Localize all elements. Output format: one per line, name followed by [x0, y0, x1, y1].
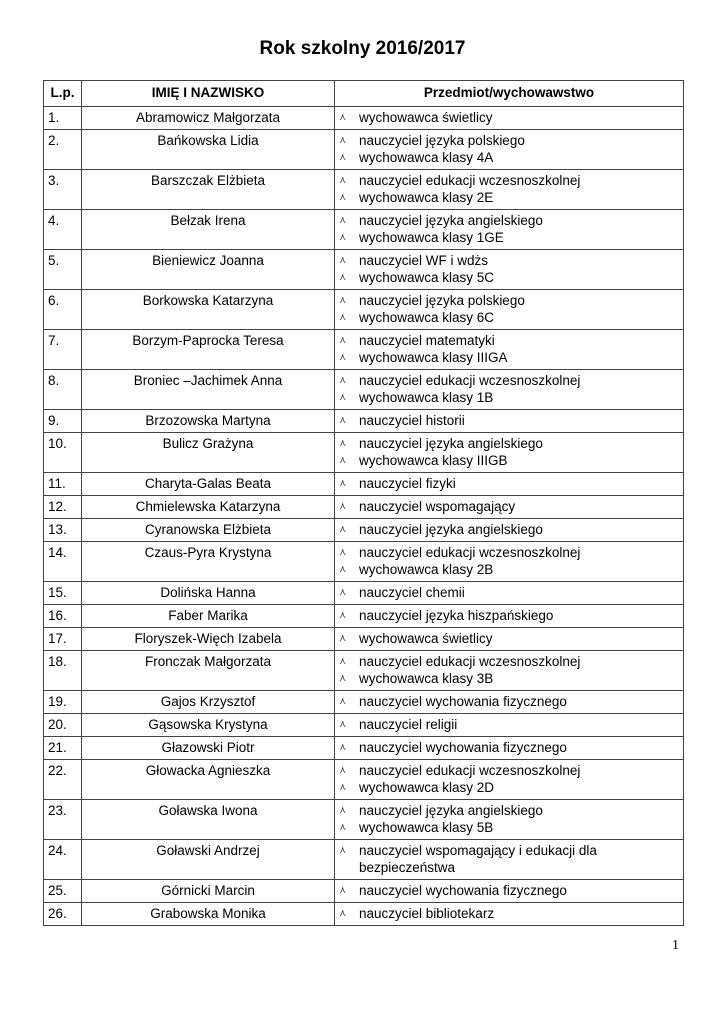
- arrow-up-icon: ⋏: [339, 845, 347, 856]
- subject-cell: [335, 519, 684, 542]
- row-number: 18.: [44, 651, 82, 691]
- row-number: 5.: [44, 250, 82, 290]
- subject-text: wychowawca świetlicy: [359, 110, 493, 125]
- subject-item: [339, 561, 679, 578]
- subject-item: [339, 292, 679, 309]
- teacher-name: Faber Marika: [82, 605, 335, 628]
- subject-text: nauczyciel historii: [359, 413, 465, 428]
- subject-cell: [335, 433, 684, 473]
- arrow-up-icon: ⋏: [339, 232, 347, 243]
- row-number: 12.: [44, 496, 82, 519]
- subject-cell: [335, 496, 684, 519]
- header-name: IMIĘ I NAZWISKO: [82, 81, 335, 107]
- subject-text: nauczyciel bibliotekarz: [359, 906, 495, 921]
- subject-cell: [335, 714, 684, 737]
- row-number: 17.: [44, 628, 82, 651]
- subject-item: [339, 779, 679, 796]
- subject-text: nauczyciel języka polskiego: [359, 133, 525, 148]
- arrow-up-icon: ⋏: [339, 438, 347, 449]
- table-row: [44, 903, 684, 926]
- subject-item: [339, 229, 679, 246]
- arrow-up-icon: ⋏: [339, 392, 347, 403]
- arrow-up-icon: ⋏: [339, 192, 347, 203]
- row-number: 3.: [44, 170, 82, 210]
- row-number: 8.: [44, 370, 82, 410]
- subject-cell: [335, 760, 684, 800]
- subject-text: wychowawca klasy 1B: [359, 390, 494, 405]
- table-row: [44, 714, 684, 737]
- teacher-name: Czaus-Pyra Krystyna: [82, 542, 335, 582]
- subject-cell: [335, 628, 684, 651]
- subject-text: nauczyciel edukacji wczesnoszkolnej: [359, 373, 581, 388]
- arrow-up-icon: ⋏: [339, 455, 347, 466]
- subject-text: nauczyciel języka angielskiego: [359, 436, 543, 451]
- arrow-up-icon: ⋏: [339, 805, 347, 816]
- subject-cell: [335, 880, 684, 903]
- arrow-up-icon: ⋏: [339, 352, 347, 363]
- subject-item: [339, 189, 679, 206]
- subject-item: [339, 716, 679, 733]
- teacher-name: Fronczak Małgorzata: [82, 651, 335, 691]
- arrow-up-icon: ⋏: [339, 215, 347, 226]
- arrow-up-icon: ⋏: [339, 719, 347, 730]
- subject-text: wychowawca klasy 6C: [359, 310, 495, 325]
- subject-item: [339, 544, 679, 561]
- arrow-up-icon: ⋏: [339, 564, 347, 575]
- subject-cell: [335, 130, 684, 170]
- row-number: 9.: [44, 410, 82, 433]
- teacher-name: Bańkowska Lidia: [82, 130, 335, 170]
- teacher-name: Górnicki Marcin: [82, 880, 335, 903]
- table-header-row: [44, 81, 684, 107]
- arrow-up-icon: ⋏: [339, 375, 347, 386]
- subject-text: nauczyciel fizyki: [359, 476, 456, 491]
- arrow-up-icon: ⋏: [339, 633, 347, 644]
- subject-cell: [335, 107, 684, 130]
- row-number: 14.: [44, 542, 82, 582]
- subject-cell: [335, 290, 684, 330]
- teacher-name: Chmielewska Katarzyna: [82, 496, 335, 519]
- page-number: 1: [672, 938, 679, 953]
- page-title: Rok szkolny 2016/2017: [259, 38, 466, 59]
- subject-item: [339, 842, 679, 876]
- table-row: [44, 880, 684, 903]
- subject-text: wychowawca świetlicy: [359, 631, 493, 646]
- subject-text: nauczyciel edukacji wczesnoszkolnej: [359, 545, 581, 560]
- subject-text: wychowawca klasy IIIGB: [359, 453, 508, 468]
- row-number: 6.: [44, 290, 82, 330]
- subject-cell: [335, 410, 684, 433]
- table-row: [44, 107, 684, 130]
- subject-text: nauczyciel języka angielskiego: [359, 213, 543, 228]
- table-row: [44, 473, 684, 496]
- table-row: [44, 433, 684, 473]
- subject-text: nauczyciel wychowania fizycznego: [359, 883, 567, 898]
- teacher-name: Bieniewicz Joanna: [82, 250, 335, 290]
- subject-item: [339, 109, 679, 126]
- subject-text: wychowawca klasy 2D: [359, 780, 495, 795]
- subject-text: nauczyciel języka polskiego: [359, 293, 525, 308]
- row-number: 21.: [44, 737, 82, 760]
- subject-cell: [335, 542, 684, 582]
- row-number: 15.: [44, 582, 82, 605]
- teacher-name: Cyranowska Elżbieta: [82, 519, 335, 542]
- teacher-name: Borkowska Katarzyna: [82, 290, 335, 330]
- subject-item: [339, 521, 679, 538]
- arrow-up-icon: ⋏: [339, 765, 347, 776]
- row-number: 22.: [44, 760, 82, 800]
- subject-text: nauczyciel wychowania fizycznego: [359, 740, 567, 755]
- subject-text: wychowawca klasy 2B: [359, 562, 494, 577]
- subject-cell: [335, 651, 684, 691]
- subject-item: [339, 212, 679, 229]
- row-number: 16.: [44, 605, 82, 628]
- table-row: [44, 605, 684, 628]
- subject-cell: [335, 330, 684, 370]
- subject-cell: [335, 473, 684, 496]
- arrow-up-icon: ⋏: [339, 696, 347, 707]
- teacher-name: Głowacka Agnieszka: [82, 760, 335, 800]
- teacher-name: Broniec –Jachimek Anna: [82, 370, 335, 410]
- table-row: [44, 691, 684, 714]
- table-row: [44, 210, 684, 250]
- row-number: 20.: [44, 714, 82, 737]
- subject-cell: [335, 210, 684, 250]
- subject-cell: [335, 691, 684, 714]
- subject-item: [339, 498, 679, 515]
- subject-text: nauczyciel chemii: [359, 585, 465, 600]
- subject-item: [339, 670, 679, 687]
- arrow-up-icon: ⋏: [339, 478, 347, 489]
- table-row: [44, 370, 684, 410]
- subject-cell: [335, 737, 684, 760]
- subject-item: [339, 802, 679, 819]
- table-row: [44, 250, 684, 290]
- subject-cell: [335, 840, 684, 880]
- arrow-up-icon: ⋏: [339, 415, 347, 426]
- arrow-up-icon: ⋏: [339, 112, 347, 123]
- teacher-name: Abramowicz Małgorzata: [82, 107, 335, 130]
- teacher-name: Borzym-Paprocka Teresa: [82, 330, 335, 370]
- subject-item: [339, 132, 679, 149]
- subject-item: [339, 882, 679, 899]
- arrow-up-icon: ⋏: [339, 742, 347, 753]
- subject-text: nauczyciel matematyki: [359, 333, 495, 348]
- subject-item: [339, 653, 679, 670]
- row-number: 25.: [44, 880, 82, 903]
- row-number: 1.: [44, 107, 82, 130]
- subject-text: wychowawca klasy 5C: [359, 270, 495, 285]
- subject-item: [339, 762, 679, 779]
- subject-item: [339, 452, 679, 469]
- arrow-up-icon: ⋏: [339, 135, 347, 146]
- table-row: [44, 737, 684, 760]
- teacher-name: Gąsowska Krystyna: [82, 714, 335, 737]
- row-number: 23.: [44, 800, 82, 840]
- table-row: [44, 290, 684, 330]
- table-row: [44, 800, 684, 840]
- subject-text: wychowawca klasy 4A: [359, 150, 494, 165]
- table-row: [44, 840, 684, 880]
- header-lp: L.p.: [44, 81, 82, 107]
- subject-text: wychowawca klasy 3B: [359, 671, 494, 686]
- subject-text: wychowawca klasy 2E: [359, 190, 494, 205]
- teacher-name: Głazowski Piotr: [82, 737, 335, 760]
- table-row: [44, 542, 684, 582]
- table-row: [44, 519, 684, 542]
- row-number: 7.: [44, 330, 82, 370]
- subject-text: nauczyciel wspomagający: [359, 499, 516, 514]
- table-row: [44, 170, 684, 210]
- subject-cell: [335, 800, 684, 840]
- arrow-up-icon: ⋏: [339, 908, 347, 919]
- arrow-up-icon: ⋏: [339, 656, 347, 667]
- row-number: 19.: [44, 691, 82, 714]
- subject-item: [339, 739, 679, 756]
- arrow-up-icon: ⋏: [339, 587, 347, 598]
- arrow-up-icon: ⋏: [339, 335, 347, 346]
- subject-text: nauczyciel religii: [359, 717, 458, 732]
- subject-text: wychowawca klasy 5B: [359, 820, 494, 835]
- row-number: 24.: [44, 840, 82, 880]
- subject-text: nauczyciel edukacji wczesnoszkolnej: [359, 173, 581, 188]
- teacher-name: Goławska Iwona: [82, 800, 335, 840]
- arrow-up-icon: ⋏: [339, 501, 347, 512]
- table-row: [44, 330, 684, 370]
- table-row: [44, 651, 684, 691]
- subject-item: [339, 607, 679, 624]
- subject-text: wychowawca klasy IIIGA: [359, 350, 508, 365]
- arrow-up-icon: ⋏: [339, 295, 347, 306]
- subject-item: [339, 435, 679, 452]
- table-row: [44, 410, 684, 433]
- staff-table: [43, 80, 684, 926]
- row-number: 10.: [44, 433, 82, 473]
- subject-item: [339, 332, 679, 349]
- row-number: 26.: [44, 903, 82, 926]
- arrow-up-icon: ⋏: [339, 822, 347, 833]
- teacher-name: Dolińska Hanna: [82, 582, 335, 605]
- subject-item: [339, 269, 679, 286]
- teacher-name: Bełzak Irena: [82, 210, 335, 250]
- arrow-up-icon: ⋏: [339, 175, 347, 186]
- arrow-up-icon: ⋏: [339, 885, 347, 896]
- subject-cell: [335, 250, 684, 290]
- subject-text: nauczyciel języka angielskiego: [359, 803, 543, 818]
- subject-text: nauczyciel edukacji wczesnoszkolnej: [359, 654, 581, 669]
- subject-item: [339, 630, 679, 647]
- subject-item: [339, 905, 679, 922]
- arrow-up-icon: ⋏: [339, 673, 347, 684]
- arrow-up-icon: ⋏: [339, 524, 347, 535]
- subject-item: [339, 349, 679, 366]
- subject-cell: [335, 370, 684, 410]
- teacher-name: Bulicz Grażyna: [82, 433, 335, 473]
- subject-cell: [335, 170, 684, 210]
- subject-item: [339, 819, 679, 836]
- subject-item: [339, 693, 679, 710]
- subject-item: [339, 149, 679, 166]
- subject-item: [339, 412, 679, 429]
- header-subject: Przedmiot/wychowawstwo: [335, 81, 684, 107]
- subject-item: [339, 389, 679, 406]
- table-body: [44, 107, 684, 926]
- subject-cell: [335, 605, 684, 628]
- teacher-name: Goławski Andrzej: [82, 840, 335, 880]
- row-number: 2.: [44, 130, 82, 170]
- table-row: [44, 496, 684, 519]
- row-number: 13.: [44, 519, 82, 542]
- subject-text: nauczyciel języka hiszpańskiego: [359, 608, 554, 623]
- subject-item: [339, 172, 679, 189]
- subject-item: [339, 309, 679, 326]
- subject-cell: [335, 582, 684, 605]
- table-row: [44, 760, 684, 800]
- subject-text: nauczyciel edukacji wczesnoszkolnej: [359, 763, 581, 778]
- teacher-name: Barszczak Elżbieta: [82, 170, 335, 210]
- subject-text: nauczyciel języka angielskiego: [359, 522, 543, 537]
- arrow-up-icon: ⋏: [339, 255, 347, 266]
- teacher-name: Grabowska Monika: [82, 903, 335, 926]
- table-row: [44, 582, 684, 605]
- arrow-up-icon: ⋏: [339, 547, 347, 558]
- subject-text: wychowawca klasy 1GE: [359, 230, 504, 245]
- table-row: [44, 628, 684, 651]
- arrow-up-icon: ⋏: [339, 152, 347, 163]
- teacher-name: Brzozowska Martyna: [82, 410, 335, 433]
- teacher-name: Charyta-Galas Beata: [82, 473, 335, 496]
- table-row: [44, 130, 684, 170]
- subject-text: nauczyciel wspomagający i edukacji dla bezpieczeństwa: [359, 843, 597, 875]
- subject-item: [339, 475, 679, 492]
- arrow-up-icon: ⋏: [339, 610, 347, 621]
- row-number: 4.: [44, 210, 82, 250]
- subject-item: [339, 252, 679, 269]
- teacher-name: Floryszek-Więch Izabela: [82, 628, 335, 651]
- arrow-up-icon: ⋏: [339, 312, 347, 323]
- row-number: 11.: [44, 473, 82, 496]
- arrow-up-icon: ⋏: [339, 782, 347, 793]
- subject-text: nauczyciel wychowania fizycznego: [359, 694, 567, 709]
- subject-item: [339, 372, 679, 389]
- subject-text: nauczyciel WF i wdżs: [359, 253, 489, 268]
- subject-item: [339, 584, 679, 601]
- subject-cell: [335, 903, 684, 926]
- arrow-up-icon: ⋏: [339, 272, 347, 283]
- teacher-name: Gajos Krzysztof: [82, 691, 335, 714]
